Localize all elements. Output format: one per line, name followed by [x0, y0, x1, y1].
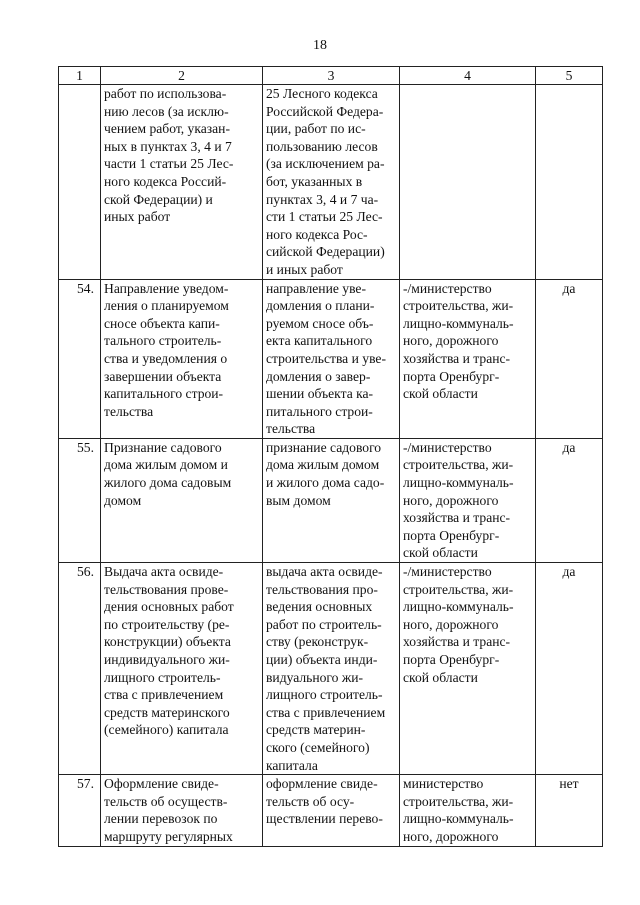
row-number: [59, 85, 101, 280]
service-name: Оформление свиде- тельств об осуществ- лении перевозок по маршруту регулярных: [101, 775, 263, 847]
row-number: 54.: [59, 279, 101, 438]
availability-flag: да: [536, 438, 603, 562]
service-name-register: признание садового дома жилым домом и жилого дома садо- вым домом: [263, 438, 400, 562]
authority: [400, 85, 536, 280]
service-name-register: выдача акта освиде- тельствования про- ведения основных работ по строитель- ству (реконструк- ции) объекта инди- видуального жи- лищного строитель- ства с привлечением средств материн- ского (семейного) капитала: [263, 563, 400, 775]
services-table: [58, 66, 603, 847]
column-header: 3: [263, 67, 400, 85]
table-row: [59, 563, 603, 775]
availability-flag: нет: [536, 775, 603, 847]
page-number: 18: [313, 38, 327, 53]
row-number: 56.: [59, 563, 101, 775]
service-name: Направление уведом- ления о планируемом сносе объекта капи- тального строитель- ства и уведомления о завершении объекта капитального строи- тельства: [101, 279, 263, 438]
row-number: 55.: [59, 438, 101, 562]
table-row: [59, 775, 603, 847]
service-name: Признание садового дома жилым домом и жилого дома садовым домом: [101, 438, 263, 562]
authority: министерство строительства, жи- лищно-коммуналь- ного, дорожного: [400, 775, 536, 847]
service-name-register: направление уве- домления о плани- руемом сносе объ- екта капитального строительства и уве- домления о завер- шении объекта ка- питального строи- тельства: [263, 279, 400, 438]
service-name-register: 25 Лесного кодекса Российской Федера- ции, работ по ис- пользованию лесов (за исключением ра- бот, указанных в пунктах 3, 4 и 7 ча- сти 1 статьи 25 Лес- ного кодекса Рос- сийской Федерации) и иных работ: [263, 85, 400, 280]
service-name-register: оформление свиде- тельств об осу- ществлении перево-: [263, 775, 400, 847]
availability-flag: да: [536, 563, 603, 775]
availability-flag: [536, 85, 603, 280]
row-number: 57.: [59, 775, 101, 847]
service-name: работ по использова- нию лесов (за исклю- чением работ, указан- ных в пунктах 3, 4 и 7 части 1 статьи 25 Лес- ного кодекса Россий- ской Федерации) и иных работ: [101, 85, 263, 280]
column-header: 4: [400, 67, 536, 85]
availability-flag: да: [536, 279, 603, 438]
table-row: [59, 85, 603, 280]
authority: -/министерство строительства, жи- лищно-коммуналь- ного, дорожного хозяйства и транс- порта Оренбург- ской области: [400, 563, 536, 775]
table-header-row: [59, 67, 603, 85]
authority: -/министерство строительства, жи- лищно-коммуналь- ного, дорожного хозяйства и транс- порта Оренбург- ской области: [400, 279, 536, 438]
column-header: 2: [101, 67, 263, 85]
table-row: [59, 438, 603, 562]
column-header: 5: [536, 67, 603, 85]
authority: -/министерство строительства, жи- лищно-коммуналь- ного, дорожного хозяйства и транс- порта Оренбург- ской области: [400, 438, 536, 562]
column-header: 1: [59, 67, 101, 85]
service-name: Выдача акта освиде- тельствования прове- дения основных работ по строительству (ре- конструкции) объекта индивидуального жи- лищного строитель- ства с привлечением средств материнского (семейного) капитала: [101, 563, 263, 775]
table-row: [59, 279, 603, 438]
